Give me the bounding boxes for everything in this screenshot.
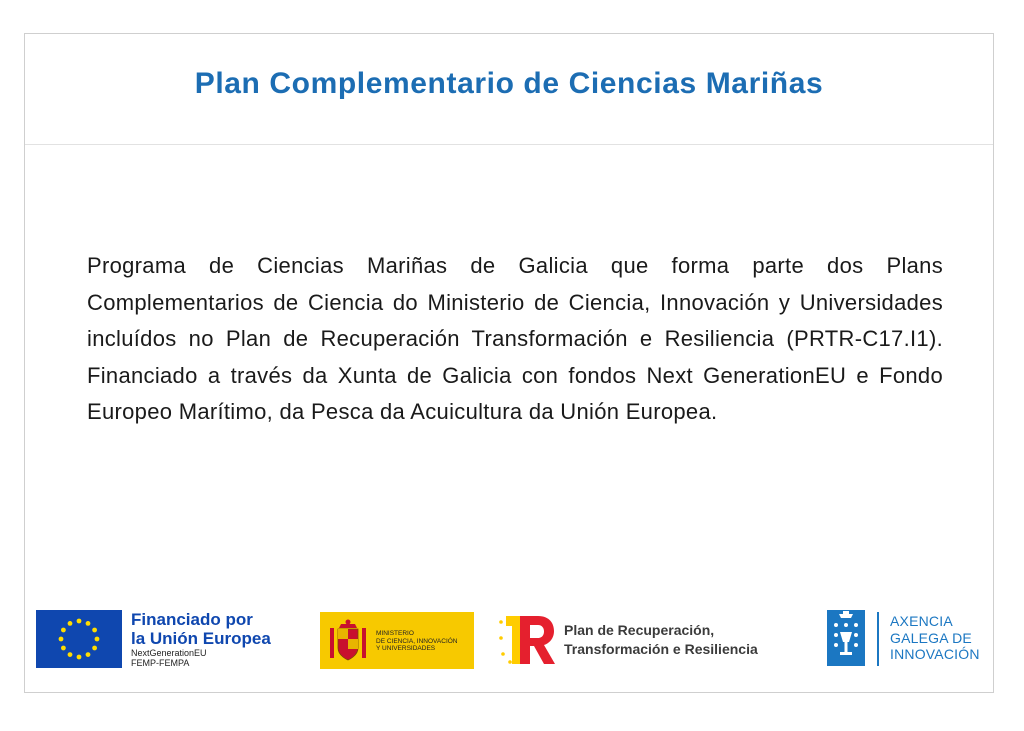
coat-of-arms-icon [330, 618, 366, 664]
eu-logo-line4: FEMP-FEMPA [131, 658, 190, 668]
eu-logo-text [131, 610, 301, 668]
galician-agency-logo [827, 610, 992, 668]
galicia-shield-icon [827, 610, 865, 666]
prtr-logo [498, 612, 798, 668]
description-paragraph: Programa de Ciencias Mariñas de Galicia que forma parte dos Plans Complementarios de Ciencia do Ministerio de Ciencia, Innovación y Universidades incluídos no Plan de Recuperación Transformación e Resiliencia (PRTR-C17.I1). Financiado a través da Xunta de Galicia con fondos Next GenerationEU e Fondo Europeo Marítimo, da Pesca da Acuicultura da Unión Europea. [87, 253, 943, 424]
galicia-line1: AXENCIA [890, 613, 953, 629]
eu-logo-line1: Financiado por [131, 610, 253, 629]
ministry-line1: MINISTERIO [376, 630, 414, 637]
ministry-logo [320, 612, 474, 669]
document-frame [24, 33, 994, 693]
logo-strip [25, 602, 993, 672]
galicia-logo-text [890, 613, 980, 663]
page-title: Plan Complementario de Ciencias Mariñas [194, 67, 824, 100]
eu-logo-line2: la Unión Europea [131, 629, 271, 648]
galicia-logo-divider [877, 612, 879, 666]
eu-logo-line3: NextGenerationEU [131, 648, 207, 658]
header [25, 34, 993, 145]
ministry-logo-text [376, 630, 458, 653]
ministry-line3: Y UNIVERSIDADES [376, 645, 436, 652]
prtr-line2: Transformación e Resiliencia [564, 641, 758, 657]
galicia-line3: INNOVACIÓN [890, 646, 980, 662]
ministry-line2: DE CIENCIA, INNOVACIÓN [376, 637, 458, 645]
prtr-logo-text [564, 621, 758, 659]
prtr-line1: Plan de Recuperación, [564, 622, 715, 638]
eu-flag-icon [36, 610, 122, 668]
galicia-line2: GALEGA DE [890, 629, 972, 646]
prtr-mark-icon [498, 614, 556, 666]
